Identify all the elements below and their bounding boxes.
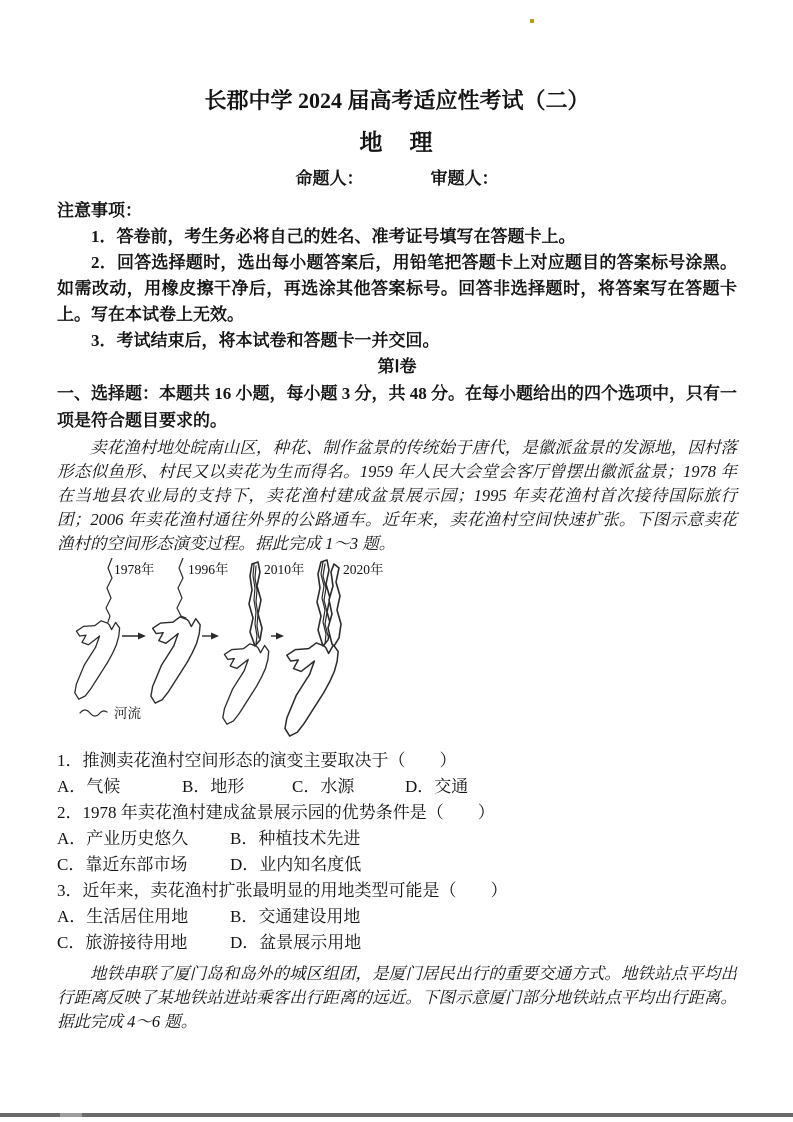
- question-2-options-row-1: [57, 826, 737, 852]
- question-2-option-a: A．产业历史悠久: [57, 829, 189, 848]
- arrow-icon: [122, 633, 146, 640]
- question-2-option-c: C．靠近东部市场: [57, 855, 188, 874]
- notice-section: [57, 198, 737, 354]
- question-1-stem: 1．推测卖花渔村空间形态的演变主要取决于（ ）: [57, 751, 457, 770]
- question-1: [57, 748, 737, 800]
- village-east-ridge-2020: [328, 564, 341, 646]
- river-line-1996: [177, 558, 186, 618]
- question-3-options-row-1: [57, 904, 737, 930]
- river-line-1978: [106, 558, 112, 622]
- village-outline-2020: [285, 643, 338, 736]
- question-1-option-a: A．气候: [57, 777, 121, 796]
- question-1-option-c: C．水源: [292, 777, 355, 796]
- village-outline-2010: [223, 644, 269, 724]
- question-3-options-row-2: [57, 930, 737, 956]
- question-3-option-c: C．旅游接待用地: [57, 933, 188, 952]
- legend-river-symbol: [80, 710, 107, 716]
- year-label-1996: 1996年: [188, 562, 229, 577]
- scan-artifact-dot: [530, 19, 534, 23]
- exam-title: 长郡中学 2024 届高考适应性考试（二）: [204, 88, 590, 113]
- page-bottom-edge-notch: [60, 1113, 82, 1117]
- passage-village: 卖花渔村地处皖南山区，种花、制作盆景的传统始于唐代，是徽派盆景的发源地，因村落形态似鱼形、村民又以卖花为生而得名。1959 年人民大会堂会客厅曾摆出徽派盆景；1978 年在当地县农业局的支持下，卖花渔村建成盆景展示园；1995 年卖花渔村首次接待国际旅行团；2006 年卖花渔村通往外界的公路通车。近年来，卖花渔村空间快速扩张。下图示意卖花渔村的空间形态演变过程。据此完成 1～3 题。: [57, 438, 737, 553]
- passage-metro: 地铁串联了厦门岛和岛外的城区组团，是厦门居民出行的重要交通方式。地铁站点平均出行距离反映了某地铁站进站乘客出行距离的远近。下图示意厦门部分地铁站点平均出行距离。据此完成 4～6 题。: [57, 964, 737, 1031]
- notice-item-3: 3．考试结束后，将本试卷和答题卡一并交回。: [91, 331, 440, 350]
- section-instructions: 一、选择题：本题共 16 小题，每小题 3 分，共 48 分。在每小题给出的四个选项中，只有一项是符合题目要求的。: [57, 384, 737, 430]
- legend-river-label: 河流: [114, 706, 141, 721]
- arrow-icon: [271, 633, 284, 640]
- village-evolution-svg: [62, 558, 392, 743]
- year-label-2020: 2020年: [343, 562, 384, 577]
- notice-item-1: 1．答卷前，考生务必将自己的姓名、准考证号填写在答题卡上。: [91, 227, 576, 246]
- question-2-option-b: B．种植技术先进: [230, 829, 361, 848]
- question-1-options: [57, 774, 737, 800]
- year-label-1978: 1978年: [114, 562, 155, 577]
- question-2-options-row-2: [57, 852, 737, 878]
- question-3: [57, 878, 737, 956]
- village-outline-1996: [151, 617, 200, 703]
- year-label-2010: 2010年: [264, 562, 305, 577]
- question-1-option-b: B．地形: [182, 777, 245, 796]
- arrow-icon: [202, 633, 219, 640]
- exam-subject: 地 理: [359, 130, 435, 155]
- reviewer-label: 审题人：: [430, 169, 499, 188]
- question-2-stem: 2．1978 年卖花渔村建成盆景展示园的优势条件是（ ）: [57, 803, 495, 822]
- question-3-stem: 3．近年来，卖花渔村扩张最明显的用地类型可能是（ ）: [57, 881, 508, 900]
- question-2-option-d: D．业内知名度低: [230, 855, 362, 874]
- question-3-option-b: B．交通建设用地: [230, 907, 361, 926]
- village-outline-1978: [75, 621, 120, 699]
- question-3-option-a: A．生活居住用地: [57, 907, 189, 926]
- page-bottom-edge: [0, 1113, 793, 1117]
- question-2: [57, 800, 737, 878]
- question-1-option-d: D．交通: [405, 777, 469, 796]
- setter-label: 命题人：: [295, 169, 364, 188]
- credits-line: [57, 168, 737, 190]
- notice-item-2: 2．回答选择题时，选出每小题答案后，用铅笔把答题卡上对应题目的答案标号涂黑。如需改动，用橡皮擦干净后，再选涂其他答案标号。回答非选择题时，将答案写在答题卡上。写在本试卷上无效。: [57, 253, 737, 324]
- notice-heading: 注意事项：: [57, 201, 142, 220]
- question-3-option-d: D．盆景展示用地: [230, 933, 362, 952]
- village-evolution-figure: [62, 558, 737, 748]
- part-title: 第Ⅰ卷: [377, 357, 417, 376]
